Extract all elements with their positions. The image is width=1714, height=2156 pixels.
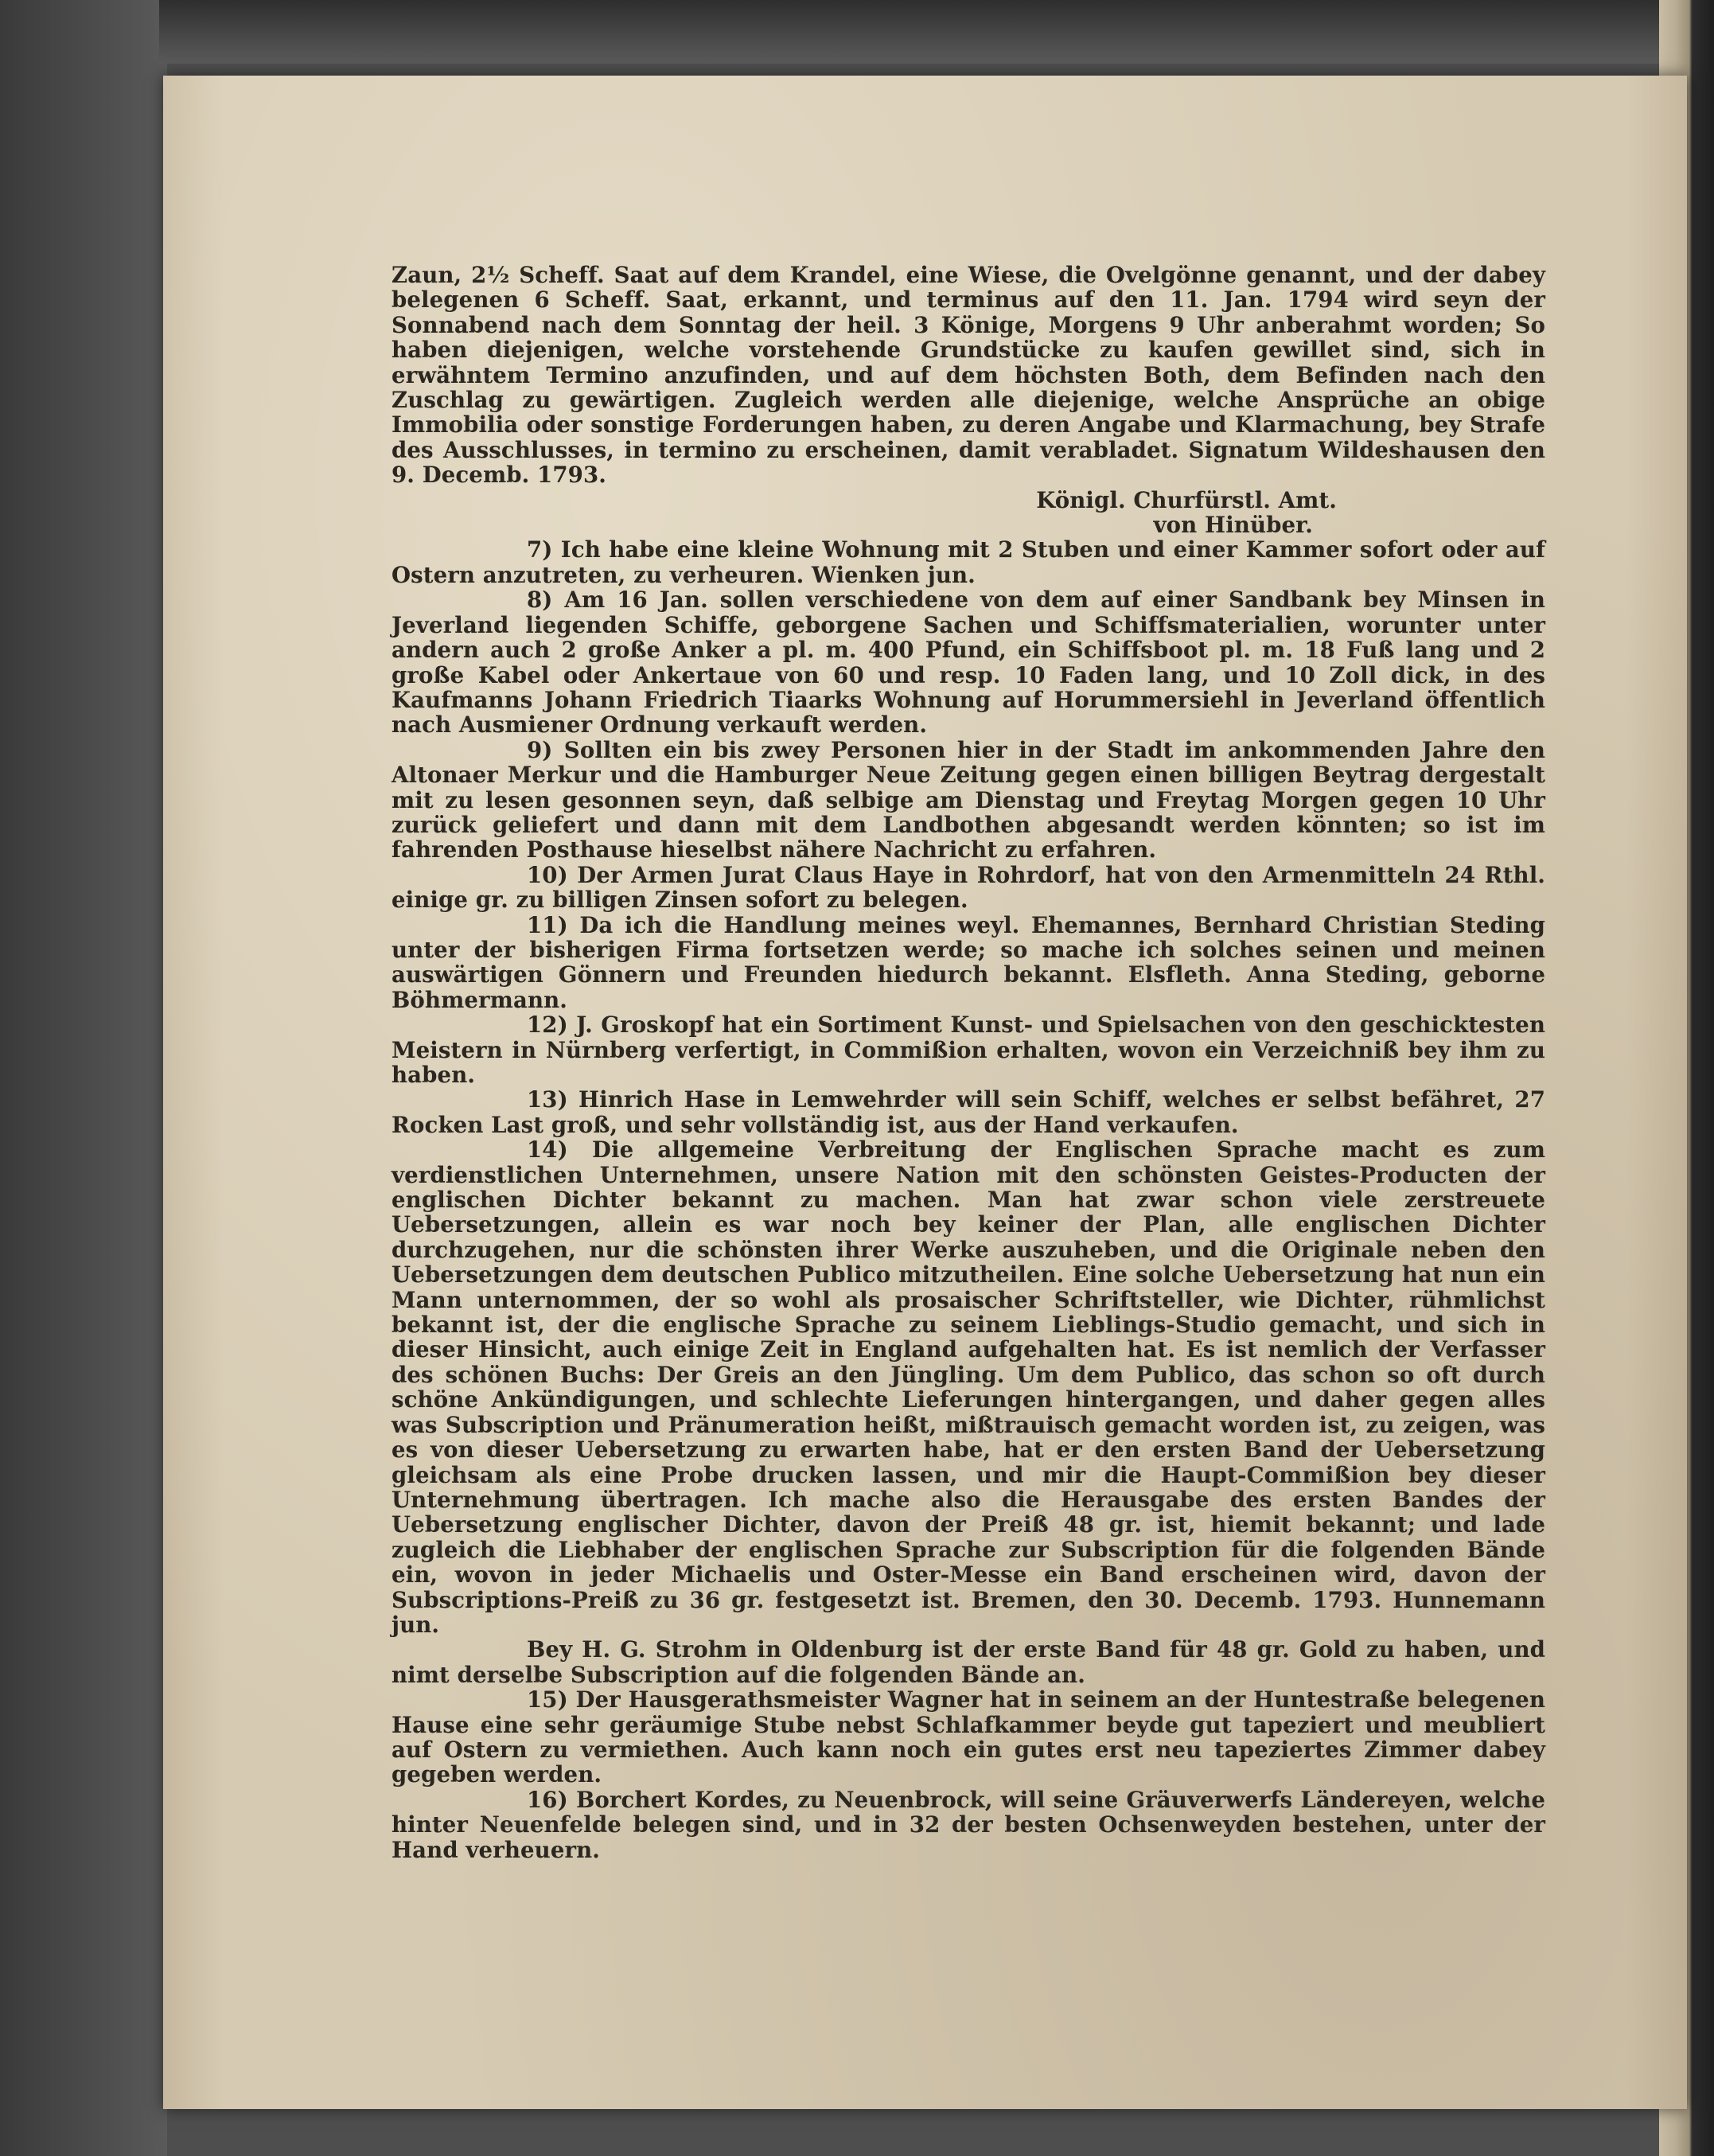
paragraph-continued: Zaun, 2½ Scheff. Saat auf dem Krandel, eine Wiese, die Ovelgönne genannt, und der dabey belegenen 6 Scheff. Saat, erkannt, und terminus auf den 11. Jan. 1794 wird seyn der Sonnabend nach dem Sonntag der heil. 3 Könige, Morgens 9 Uhr anberahmt worden; So haben diejenigen, welche vorstehende Grundstücke zu kaufen gewillet sind, sich in erwähntem Termino anzufinden, und auf dem höchsten Both, dem Befinden nach den Zuschlag zu gewärtigen. Zugleich werden alle diejenige, welche Ansprüche an obige Immobilia oder sonstige Forderungen haben, zu deren Angabe und Klarmachung, bey Strafe des Ausschlusses, in termino zu erscheinen, damit verabladet. Signatum Wildeshausen den 9. Decemb. 1793. [391, 262, 1545, 489]
notice-12: 12) J. Groskopf hat ein Sortiment Kunst- und Spielsachen von den geschicktesten Meistern in Nürnberg verfertigt, in Commißion erhalten, wovon ein Verzeichniß bey ihm zu haben. [391, 1012, 1545, 1088]
notice-9: 9) Sollten ein bis zwey Personen hier in der Stadt im ankommenden Jahre den Altonaer Merkur und die Hamburger Neue Zeitung gegen einen billigen Beytrag dergestalt mit zu lesen gesonnen seyn, daß selbige am Dienstag und Freytag Morgen gegen 10 Uhr zurück geliefert und dann mit dem Landbothen abgesandt werden könnten; so ist im fahrenden Posthause hieselbst nähere Nachricht zu erfahren. [391, 736, 1545, 864]
notice-14-addendum: Bey H. G. Strohm in Oldenburg ist der erste Band für 48 gr. Gold zu haben, und nimt derselbe Subscription auf die folgenden Bände an. [391, 1636, 1545, 1688]
notice-14: 14) Die allgemeine Verbreitung der Englischen Sprache macht es zum verdienstlichen Unternehmen, unsere Nation mit den schönsten Geistes-Producten der englischen Dichter bekannt zu machen. Man hat zwar schon viele zerstreuete Uebersetzungen, allein es war noch bey keiner der Plan, alle englischen Dichter durchzugehen, nur die schönsten ihrer Werke auszuheben, und die Originale neben den Uebersetzungen dem deutschen Publico mitzutheilen. Eine solche Uebersetzung hat nun ein Mann unternommen, der so wohl als prosaischer Schriftsteller, wie Dichter, rühmlichst bekannt ist, der die englische Sprache zu seinem Lieblings-Studio gemacht, und sich in dieser Hinsicht, auch einige Zeit in England aufgehalten hat. Es ist nemlich der Verfasser des schönen Buchs: Der Greis an den Jüngling. Um dem Publico, das schon so oft durch schöne Ankündigungen, und schlechte Lieferungen hintergangen, und daher gegen alles was Subscription und Pränumeration heißt, mißtrauisch gemacht worden ist, zu zeigen, was es von dieser Uebersetzung zu erwarten habe, hat er den ersten Band der Uebersetzung gleichsam als eine Probe drucken lassen, und mir die Haupt-Commißion bey dieser Unternehmung übertragen. Ich mache also die Herausgabe des ersten Bandes der Uebersetzung englischer Dichter, davon der Preiß 48 gr. ist, hiemit bekannt; und lade zugleich die Liebhaber der englischen Sprache zur Subscription für die folgenden Bände ein, wovon in jeder Michaelis und Oster-Messe ein Band erscheinen wird, davon der Subscriptions-Preiß zu 36 gr. festgesetzt ist. Bremen, den 30. Decemb. 1793. Hunnemann jun. [391, 1136, 1545, 1638]
notice-7: 7) Ich habe eine kleine Wohnung mit 2 Stuben und einer Kammer sofort oder auf Ostern anzutreten, zu verheuren. Wienken jun. [391, 536, 1545, 588]
notice-13: 13) Hinrich Hase in Lemwehrder will sein Schiff, welches er selbst befähret, 27 Rocken Last groß, und sehr vollständig ist, aus der Hand verkaufen. [391, 1086, 1545, 1138]
signature-office: Königl. Churfürstl. Amt. [1036, 486, 1337, 513]
background-top [159, 0, 1714, 64]
notice-11: 11) Da ich die Handlung meines weyl. Ehemannes, Bernhard Christian Steding unter der bisherigen Firma fortsetzen werde; so mache ich solches seinen und meinen auswärtigen Gönnern und Freunden hiedurch bekannt. Elsfleth. Anna Steding, geborne Böhmermann. [391, 911, 1545, 1013]
background-left [0, 0, 167, 2156]
notice-16: 16) Borchert Kordes, zu Neuenbrock, will seine Gräuverwerfs Ländereyen, welche hinter Neuenfelde belegen sind, und in 32 der besten Ochsenweyden bestehen, unter der Hand verheuern. [391, 1786, 1545, 1863]
notice-15: 15) Der Hausgerathsmeister Wagner hat in seinem an der Huntestraße belegenen Hause eine sehr geräumige Stube nebst Schlafkammer beyde gut tapeziert und meubliert auf Ostern zu vermiethen. Auch kann noch ein gutes erst neu tapeziertes Zimmer dabey gegeben werden. [391, 1686, 1545, 1788]
notice-10: 10) Der Armen Jurat Claus Haye in Rohrdorf, hat von den Armenmitteln 24 Rthl. einige gr. zu billigen Zinsen sofort zu belegen. [391, 861, 1545, 914]
signature-name: von Hinüber. [1153, 512, 1313, 539]
page-text [391, 263, 1545, 1862]
notice-8: 8) Am 16 Jan. sollen verschiedene von dem auf einer Sandbank bey Minsen in Jeverland liegenden Schiffe, geborgene Sachen und Schiffsmaterialien, worunter unter andern auch 2 große Anker a pl. m. 400 Pfund, ein Schiffsboot pl. m. 18 Fuß lang und 2 große Kabel oder Ankertaue von 60 und resp. 10 Faden lang, und 10 Zoll dick, in des Kaufmanns Johann Friedrich Tiaarks Wohnung auf Horummersiehl in Jeverland öffentlich nach Ausmiener Ordnung verkauft werden. [391, 587, 1545, 739]
